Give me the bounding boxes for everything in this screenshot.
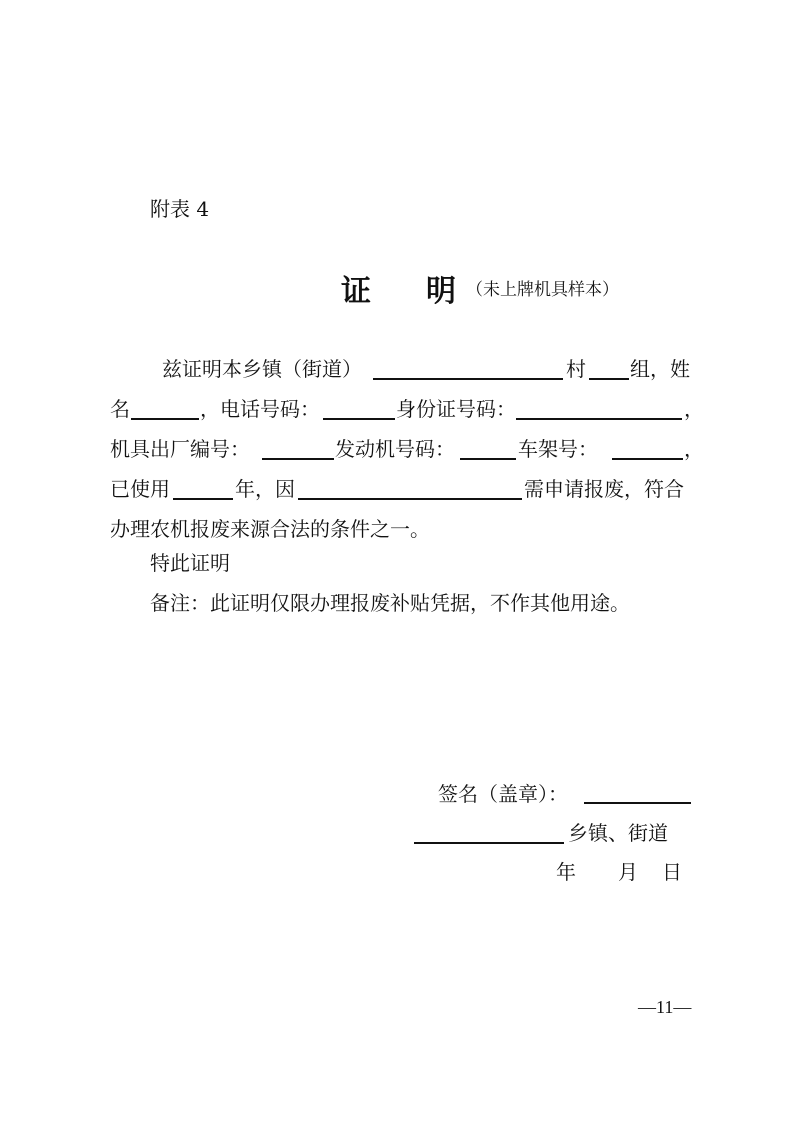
- hereby-certify: 特此证明: [150, 551, 230, 575]
- frame-no-blank[interactable]: [612, 440, 683, 460]
- line1-prefix: 兹证明本乡镇（街道）: [162, 357, 362, 381]
- id-blank[interactable]: [516, 400, 682, 420]
- reason-blank[interactable]: [298, 480, 522, 500]
- years-used-blank[interactable]: [173, 480, 233, 500]
- date-year: 年: [556, 860, 576, 884]
- factory-no-blank[interactable]: [262, 440, 334, 460]
- page-number: —11—: [638, 997, 692, 1017]
- date-month: 月: [618, 860, 638, 884]
- factory-no-label: 机具出厂编号：: [110, 437, 250, 461]
- name-label: 名: [110, 397, 130, 421]
- township-sign-blank[interactable]: [414, 824, 564, 844]
- group-label: 组，姓: [630, 357, 690, 381]
- engine-no-blank[interactable]: [460, 440, 516, 460]
- township-label: 乡镇、街道: [568, 821, 668, 845]
- attachment-label: 附表 4: [150, 197, 210, 221]
- phone-blank[interactable]: [323, 400, 395, 420]
- name-blank[interactable]: [131, 400, 199, 420]
- phone-label: ，电话号码：: [200, 397, 320, 421]
- village-blank[interactable]: [589, 360, 629, 380]
- engine-no-label: 发动机号码：: [335, 437, 455, 461]
- used-label: 已使用: [110, 477, 170, 501]
- condition-text: 办理农机报废来源合法的条件之一。: [110, 517, 430, 541]
- year-reason-label: 年，因: [235, 477, 295, 501]
- title-char-1: 证: [341, 274, 371, 309]
- date-day: 日: [662, 860, 682, 884]
- frame-no-label: 车架号：: [518, 437, 598, 461]
- signature-blank[interactable]: [584, 784, 691, 804]
- line3-comma: ，: [684, 437, 704, 461]
- township-blank[interactable]: [373, 360, 563, 380]
- title-subtitle: （未上牌机具样本）: [466, 280, 619, 300]
- line2-comma: ，: [684, 397, 704, 421]
- village-label: 村: [566, 357, 586, 381]
- scrap-text: 需申请报废，符合: [524, 477, 684, 501]
- title-char-2: 明: [426, 274, 456, 309]
- remark-text: 备注：此证明仅限办理报废补贴凭据，不作其他用途。: [150, 591, 630, 615]
- id-label: 身份证号码：: [396, 397, 516, 421]
- sign-label: 签名（盖章）：: [438, 782, 568, 806]
